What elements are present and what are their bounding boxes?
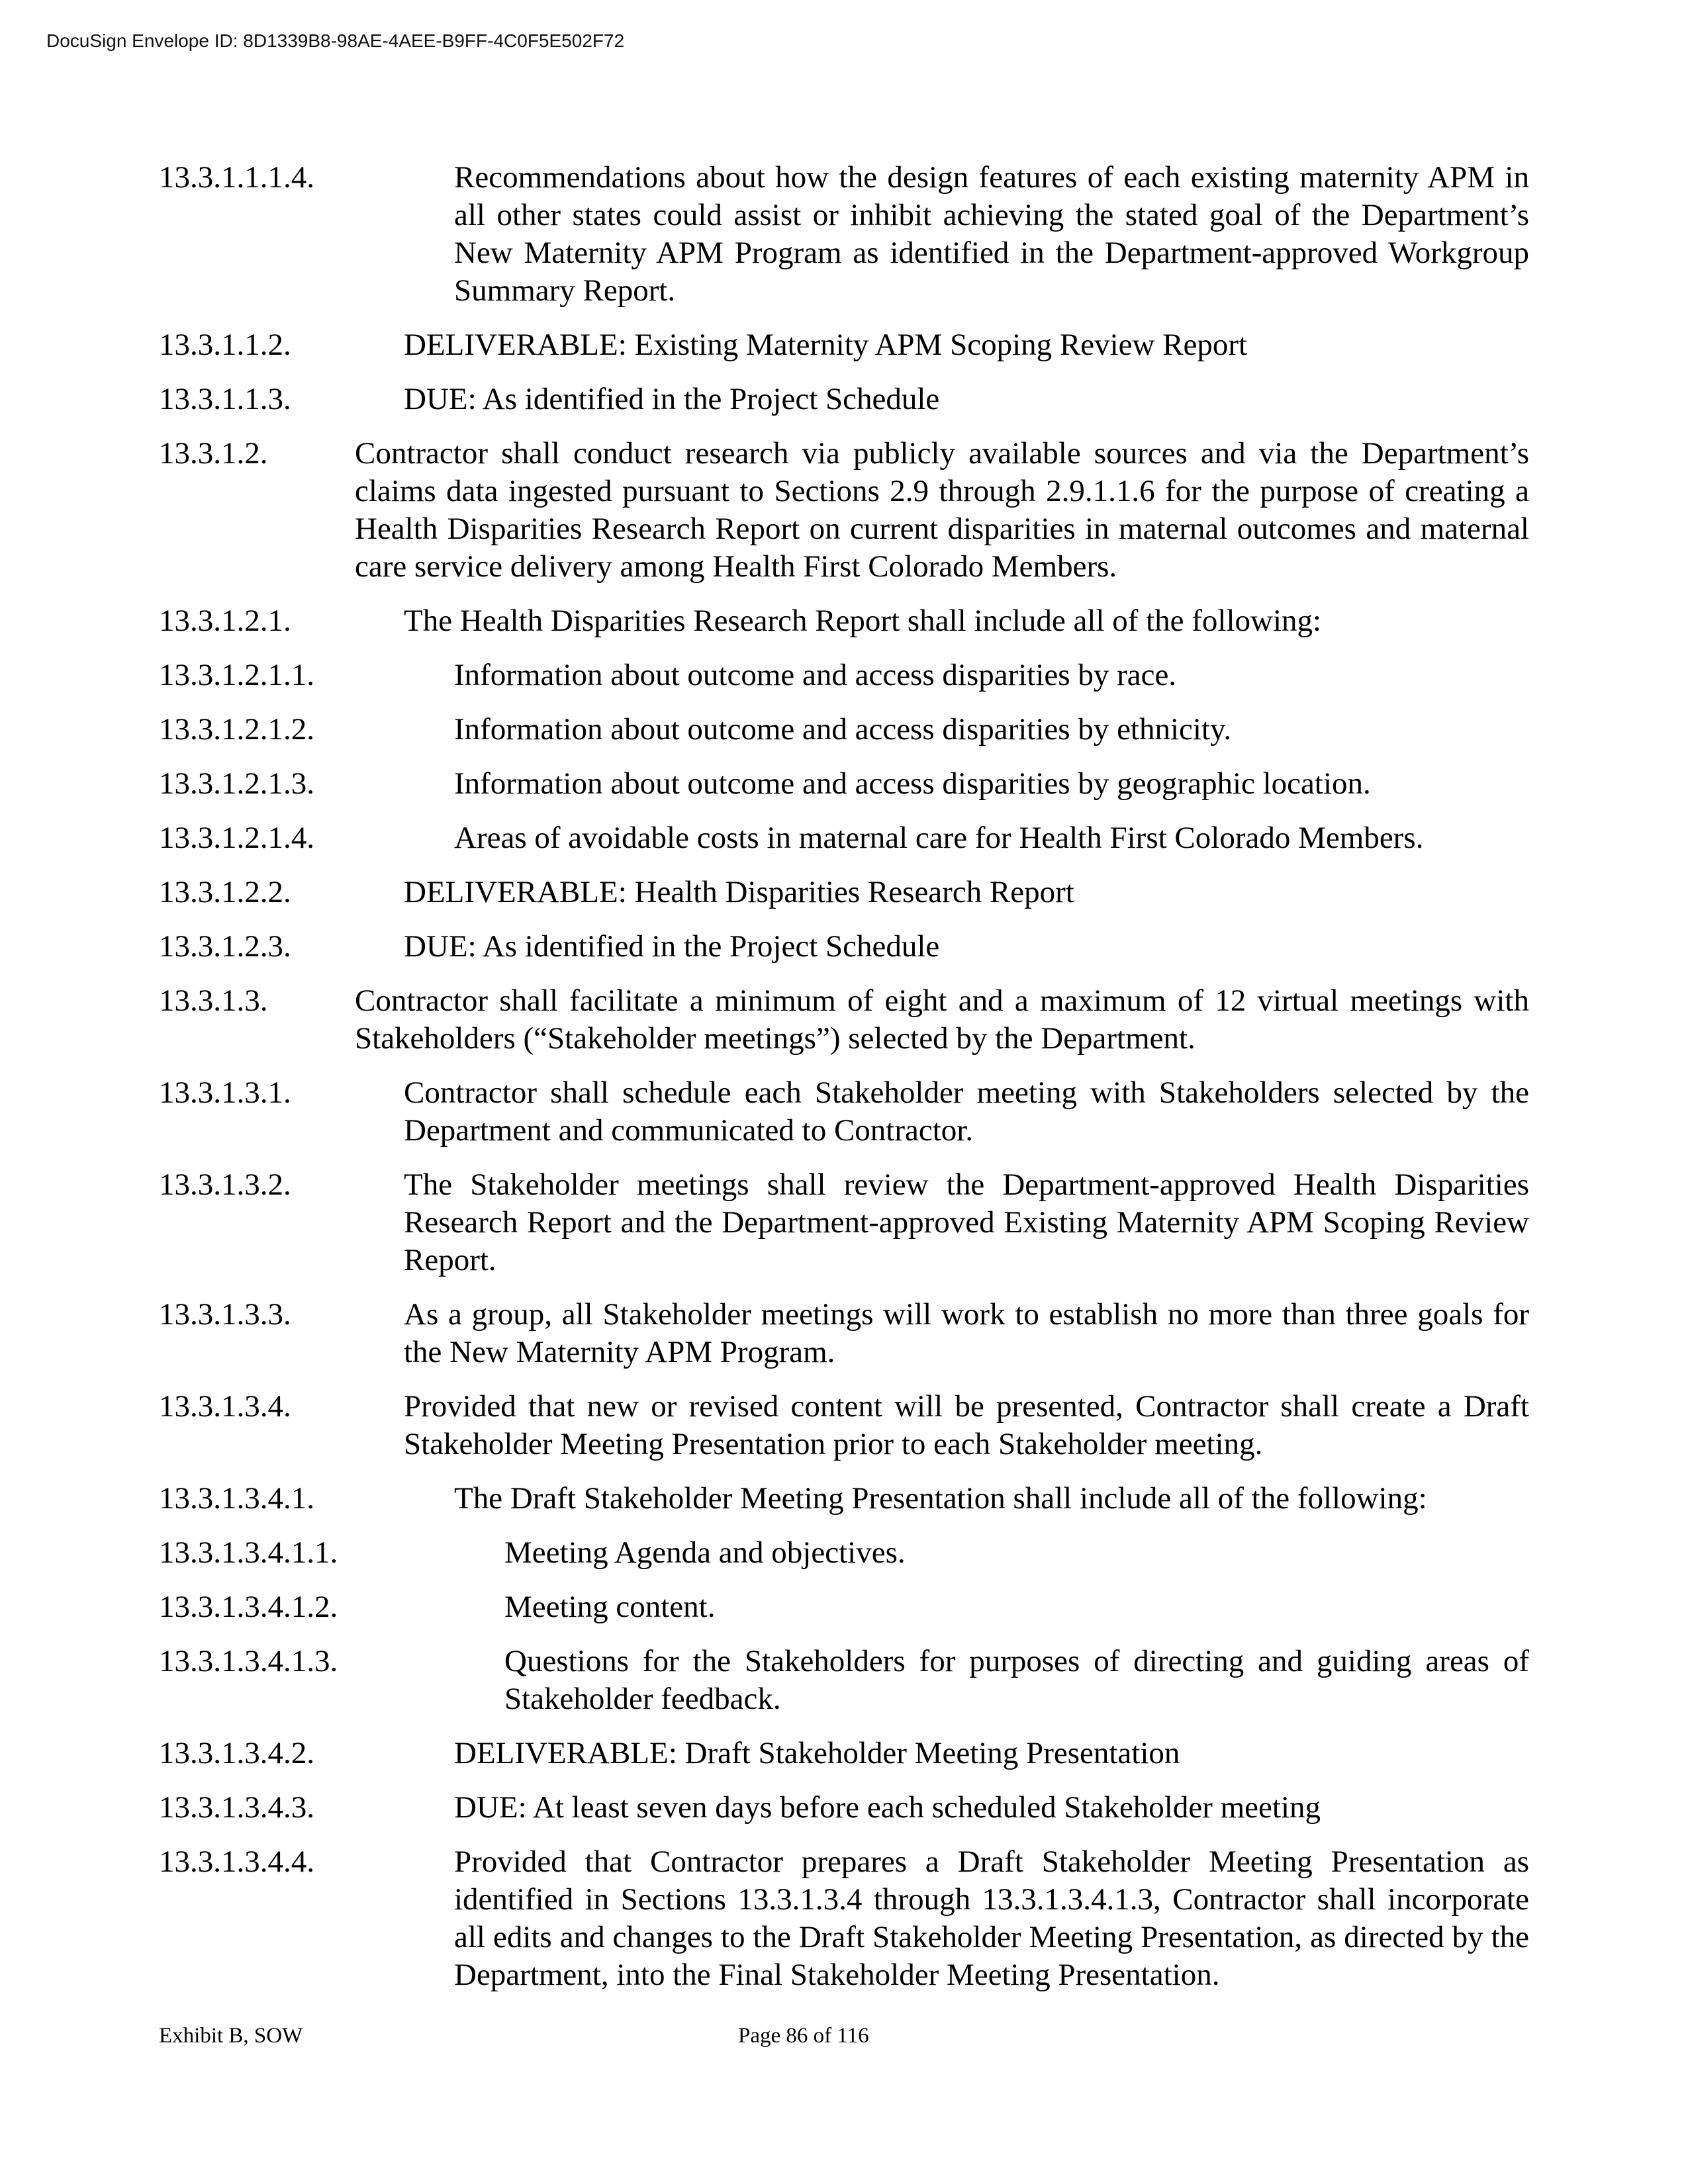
section-text: DELIVERABLE: Draft Stakeholder Meeting Presentation	[454, 1736, 1180, 1770]
section-number: 13.3.1.3.4.4.	[159, 1844, 314, 1879]
section-number: 13.3.1.3.4.1.	[159, 1481, 314, 1516]
section-text: As a group, all Stakeholder meetings will work to establish no more than three goals for the New Maternity APM Program.	[404, 1297, 1529, 1369]
section-text: Information about outcome and access disparities by race.	[454, 658, 1177, 692]
section-text: Contractor shall facilitate a minimum of eight and a maximum of 12 virtual meetings with Stakeholders (“Stakeholder meetings”) selected by the Department.	[355, 983, 1529, 1056]
document-body	[159, 159, 1529, 2011]
section-number: 13.3.1.3.4.1.1.	[159, 1535, 338, 1570]
section-13-3-1-3-3	[159, 1296, 1529, 1371]
footer-page-number: Page 86 of 116	[738, 2024, 869, 2048]
section-number: 13.3.1.2.1.1.	[159, 658, 314, 692]
section-text: DUE: As identified in the Project Schedule	[404, 929, 940, 964]
section-text: Areas of avoidable costs in maternal care for Health First Colorado Members.	[454, 821, 1424, 855]
section-13-3-1-1-1-4	[159, 159, 1529, 310]
section-13-3-1-3-4-1	[159, 1480, 1529, 1518]
section-13-3-1-3-4-1-2	[159, 1588, 1529, 1626]
section-number: 13.3.1.3.4.1.2.	[159, 1590, 338, 1624]
section-text: The Health Disparities Research Report shall include all of the following:	[404, 604, 1322, 638]
section-text: Recommendations about how the design features of each existing maternity APM in all other states could assist or inhibit achieving the stated goal of the Department’s New Maternity APM Program as identified in the Department-approved Workgroup Summary Report.	[454, 160, 1529, 308]
section-text: Meeting content.	[504, 1590, 716, 1624]
section-13-3-1-1-3	[159, 381, 1529, 418]
section-13-3-1-2-1-4	[159, 819, 1529, 857]
section-13-3-1-2-1-2	[159, 711, 1529, 749]
section-number: 13.3.1.2.	[159, 436, 268, 471]
section-13-3-1-2-2	[159, 874, 1529, 911]
section-text: Contractor shall conduct research via publicly available sources and via the Department’s claims data ingested pursuant to Sections 2.9 through 2.9.1.1.6 for the purpose of creating a Health Disparities Research Report on current disparities in maternal outcomes and maternal care service delivery among Health First Colorado Members.	[355, 436, 1529, 584]
section-13-3-1-3-4-3	[159, 1789, 1529, 1827]
section-number: 13.3.1.3.1.	[159, 1075, 291, 1110]
section-text: Provided that new or revised content will be presented, Contractor shall create a Draft Stakeholder Meeting Presentation prior to each Stakeholder meeting.	[404, 1389, 1529, 1461]
section-text: Questions for the Stakeholders for purposes of directing and guiding areas of Stakeholder feedback.	[504, 1644, 1529, 1716]
footer-exhibit-label: Exhibit B, SOW	[159, 2024, 303, 2048]
section-13-3-1-2	[159, 435, 1529, 586]
section-number: 13.3.1.1.2.	[159, 328, 291, 362]
docusign-envelope-id: DocuSign Envelope ID: 8D1339B8-98AE-4AEE-B9FF-4C0F5E502F72	[46, 30, 625, 51]
section-number: 13.3.1.1.3.	[159, 382, 291, 416]
section-number: 13.3.1.3.	[159, 983, 268, 1018]
section-13-3-1-1-2	[159, 326, 1529, 364]
section-number: 13.3.1.3.3.	[159, 1297, 291, 1332]
section-text: Information about outcome and access disparities by geographic location.	[454, 766, 1371, 801]
section-number: 13.3.1.3.2.	[159, 1167, 291, 1202]
section-text: Contractor shall schedule each Stakeholder meeting with Stakeholders selected by the Department and communicated to Contractor.	[404, 1075, 1529, 1148]
section-text: DELIVERABLE: Health Disparities Research Report	[404, 875, 1074, 909]
section-13-3-1-2-1-1	[159, 657, 1529, 694]
section-text: The Stakeholder meetings shall review the Department-approved Health Disparities Research Report and the Department-approved Existing Maternity APM Scoping Review Report.	[404, 1167, 1529, 1277]
section-text: DELIVERABLE: Existing Maternity APM Scoping Review Report	[404, 328, 1248, 362]
section-text: Provided that Contractor prepares a Draft Stakeholder Meeting Presentation as identified in Sections 13.3.1.3.4 through 13.3.1.3.4.1.3, Contractor shall incorporate all edits and changes to the Draft Stakeholder Meeting Presentation, as directed by the Department, into the Final Stakeholder Meeting Presentation.	[454, 1844, 1529, 1992]
section-text: DUE: At least seven days before each scheduled Stakeholder meeting	[454, 1790, 1321, 1825]
section-13-3-1-3-4	[159, 1388, 1529, 1463]
section-number: 13.3.1.3.4.3.	[159, 1790, 314, 1825]
section-13-3-1-3	[159, 982, 1529, 1058]
section-13-3-1-3-4-1-1	[159, 1534, 1529, 1572]
section-number: 13.3.1.2.1.	[159, 604, 291, 638]
section-number: 13.3.1.2.3.	[159, 929, 291, 964]
section-13-3-1-3-1	[159, 1074, 1529, 1150]
section-number: 13.3.1.2.1.3.	[159, 766, 314, 801]
section-number: 13.3.1.3.4.1.3.	[159, 1644, 338, 1678]
section-number: 13.3.1.2.1.2.	[159, 712, 314, 747]
section-number: 13.3.1.3.4.2.	[159, 1736, 314, 1770]
section-text: DUE: As identified in the Project Schedule	[404, 382, 940, 416]
section-13-3-1-3-2	[159, 1166, 1529, 1279]
section-13-3-1-2-3	[159, 928, 1529, 966]
section-number: 13.3.1.2.2.	[159, 875, 291, 909]
section-number: 13.3.1.1.1.4.	[159, 160, 314, 195]
section-number: 13.3.1.2.1.4.	[159, 821, 314, 855]
section-13-3-1-3-4-2	[159, 1735, 1529, 1772]
section-13-3-1-2-1	[159, 602, 1529, 640]
section-text: The Draft Stakeholder Meeting Presentation shall include all of the following:	[454, 1481, 1427, 1516]
section-number: 13.3.1.3.4.	[159, 1389, 291, 1424]
section-text: Meeting Agenda and objectives.	[504, 1535, 906, 1570]
section-13-3-1-3-4-1-3	[159, 1643, 1529, 1718]
section-13-3-1-3-4-4	[159, 1843, 1529, 1994]
section-13-3-1-2-1-3	[159, 765, 1529, 803]
section-text: Information about outcome and access disparities by ethnicity.	[454, 712, 1232, 747]
